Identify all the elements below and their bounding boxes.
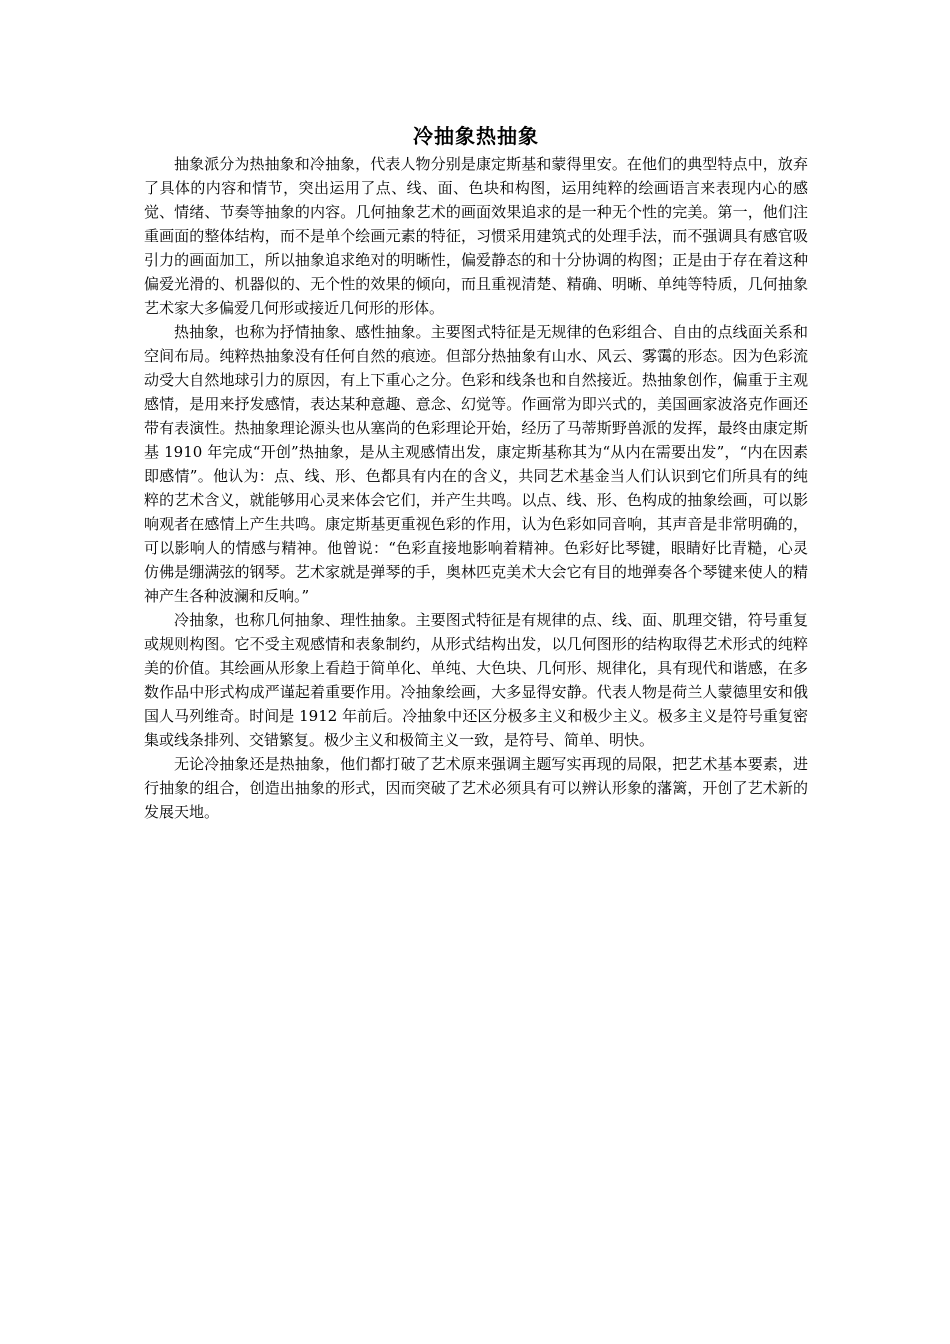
document-body <box>144 120 808 824</box>
paragraph-cold-abstraction: 冷抽象，也称几何抽象、理性抽象。主要图式特征是有规律的点、线、面、肌理交错，符号重复或规则构图。它不受主观感情和表象制约，从形式结构出发，以几何图形的结构取得艺术形式的纯粹美的价值。其绘画从形象上看趋于简单化、单纯、大色块、几何形、规律化，具有现代和谐感，在多数作品中形式构成严谨起着重要作用。冷抽象绘画，大多显得安静。代表人物是荷兰人蒙德里安和俄国人马列维奇。时间是 1912 年前后。冷抽象中还区分极多主义和极少主义。极多主义是符号重复密集或线条排列、交错繁复。极少主义和极简主义一致，是符号、简单、明快。 <box>144 611 808 749</box>
paragraph-conclusion: 无论冷抽象还是热抽象，他们都打破了艺术原来强调主题写实再现的局限，把艺术基本要素，进行抽象的组合，创造出抽象的形式，因而突破了艺术必须具有可以辨认形象的藩篱，开创了艺术新的发展天地。 <box>144 755 808 821</box>
paragraph-hot-abstraction: 热抽象，也称为抒情抽象、感性抽象。主要图式特征是无规律的色彩组合、自由的点线面关系和空间布局。纯粹热抽象没有任何自然的痕迹。但部分热抽象有山水、风云、雾霭的形态。因为色彩流动受大自然地球引力的原因，有上下重心之分。色彩和线条也和自然接近。热抽象创作，偏重于主观感情，是用来抒发感情，表达某种意趣、意念、幻觉等。作画常为即兴式的，美国画家波洛克作画还带有表演性。热抽象理论源头也从塞尚的色彩理论开始，经历了马蒂斯野兽派的发挥，最终由康定斯基 1910 年完成“开创”热抽象，是从主观感情出发，康定斯基称其为“从内在需要出发”，“内在因素即感情”。他认为：点、线、形、色都具有内在的含义，共同艺术基金当人们认识到它们所具有的纯粹的艺术含义，就能够用心灵来体会它们，并产生共鸣。以点、线、形、色构成的抽象绘画，可以影响观者在感情上产生共鸣。康定斯基更重视色彩的作用，认为色彩如同音响，其声音是非常明确的，可以影响人的情感与精神。他曾说：“色彩直接地影响着精神。色彩好比琴键，眼睛好比青糙，心灵仿佛是绷满弦的钢琴。艺术家就是弹琴的手，奥林匹克美术大会它有目的地弹奏各个琴键来使人的精神产生各种波澜和反响。” <box>144 323 808 605</box>
paragraph-intro: 抽象派分为热抽象和冷抽象，代表人物分别是康定斯基和蒙得里安。在他们的典型特点中，放弃了具体的内容和情节，突出运用了点、线、面、色块和构图，运用纯粹的绘画语言来表现内心的感觉、情绪、节奏等抽象的内容。几何抽象艺术的画面效果追求的是一种无个性的完美。第一，他们注重画面的整体结构，而不是单个绘画元素的特征，习惯采用建筑式的处理手法，而不强调具有感官吸引力的画面加工，所以抽象追求绝对的明晰性，偏爱静态的和十分协调的构图；正是由于存在着这种偏爱光滑的、机器似的、无个性的效果的倾向，而且重视清楚、精确、明晰、单纯等特质，几何抽象艺术家大多偏爱几何形或接近几何形的形体。 <box>144 155 808 317</box>
document-title: 冷抽象热抽象 <box>413 124 539 148</box>
